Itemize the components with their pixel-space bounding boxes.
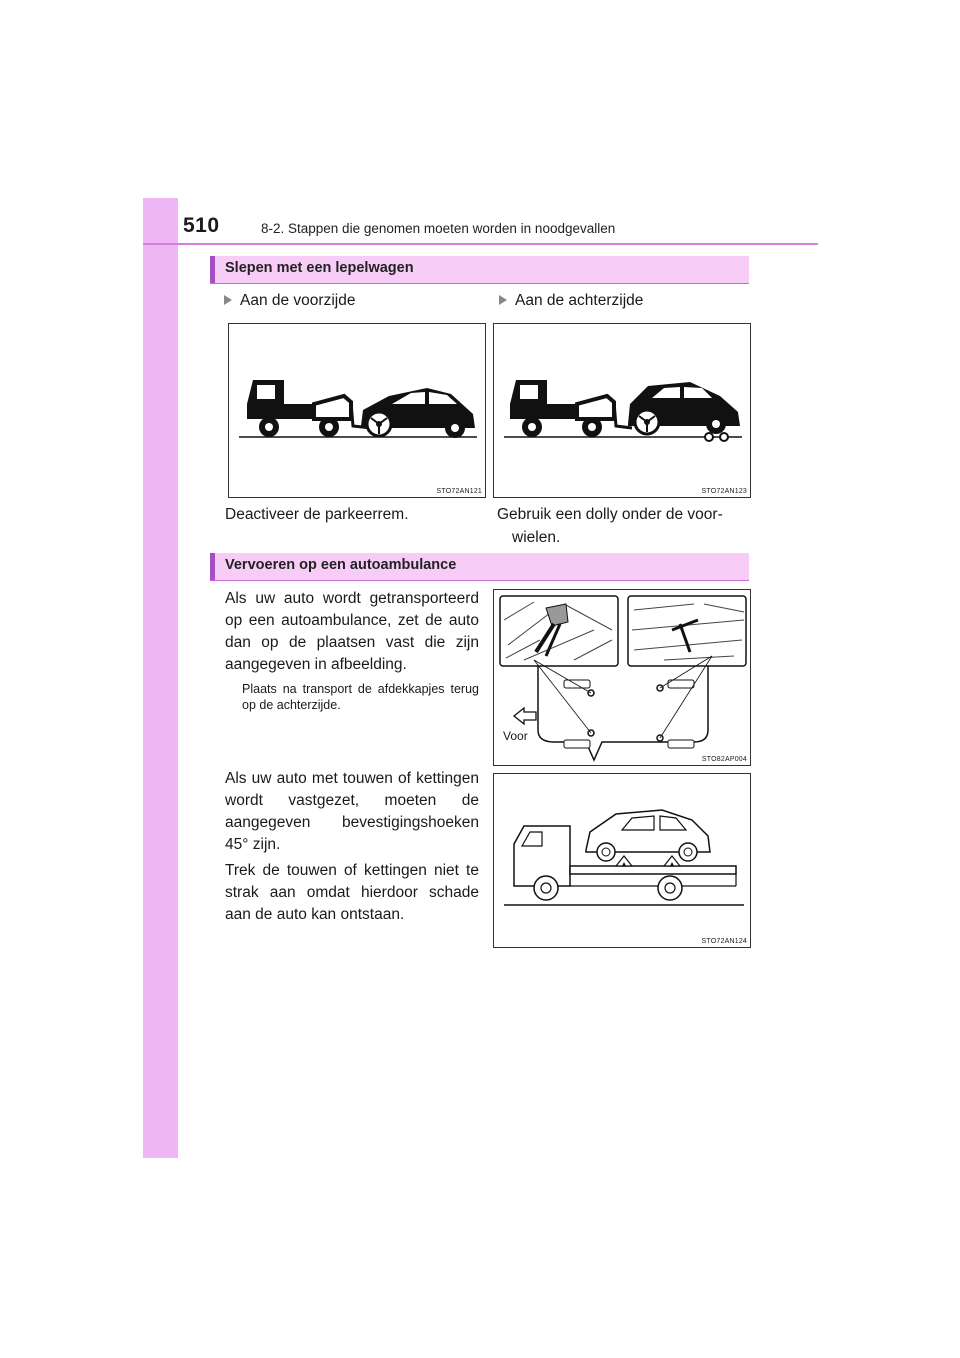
section-marker [210,256,215,283]
bullet-label: Aan de achterzijde [515,292,644,309]
section-heading-tow-truck [210,256,749,284]
note-cover-caps: Plaats na transport de afdekkapjes terug op de achterzijde. [242,682,479,712]
figure-code: STO72AN123 [701,488,747,495]
car-transporter-illustration [494,774,750,947]
paragraph-ropes-tension: Trek de touwen of kettingen niet te strak aan omdat hierdoor schade aan de auto kan ontstaan. [225,862,479,923]
bullet-front [224,292,355,310]
caption-rear-line2: wielen. [512,529,561,546]
bullet-rear [499,292,643,310]
tie-down-points-illustration [494,590,750,765]
section-title: Slepen met een lepelwagen [225,260,414,276]
paragraph-ropes-angle: Als uw auto met touwen of kettingen wordt vastgezet, moeten de aangegeven bevestigingshoeken 45° zijn. [225,770,479,853]
front-direction-label: Voor [503,729,528,743]
caption-rear-line1: Gebruik een dolly onder de voor- [497,506,723,523]
figure-code: STO72AN124 [701,938,747,945]
section-title: Vervoeren op een autoambulance [225,557,457,573]
chapter-title: 8-2. Stappen die genomen moeten worden in noodgevallen [261,221,616,236]
section-heading-car-transporter [210,553,749,581]
page-number: 510 [183,214,220,237]
figure-code: STO72AN121 [436,488,482,495]
chapter-side-tab [143,198,178,1158]
tow-truck-rear-illustration [494,324,750,497]
tow-truck-front-illustration [229,324,485,497]
figure-rear-towing [493,323,751,498]
figure-code: STO82AP004 [701,756,747,763]
paragraph-transport: Als uw auto wordt getransporteerd op een autoambulance, zet de auto dan op de plaatsen vast die zijn aangegeven in afbeelding. [225,590,479,673]
header-divider [143,243,818,245]
bullet-label: Aan de voorzijde [240,292,356,309]
section-marker [210,553,215,580]
triangle-bullet-icon [224,295,232,305]
caption-front: Deactiveer de parkeerrem. [225,506,409,523]
figure-tie-down-points [493,589,751,766]
triangle-bullet-icon [499,295,507,305]
figure-car-transporter [493,773,751,948]
figure-front-towing [228,323,486,498]
